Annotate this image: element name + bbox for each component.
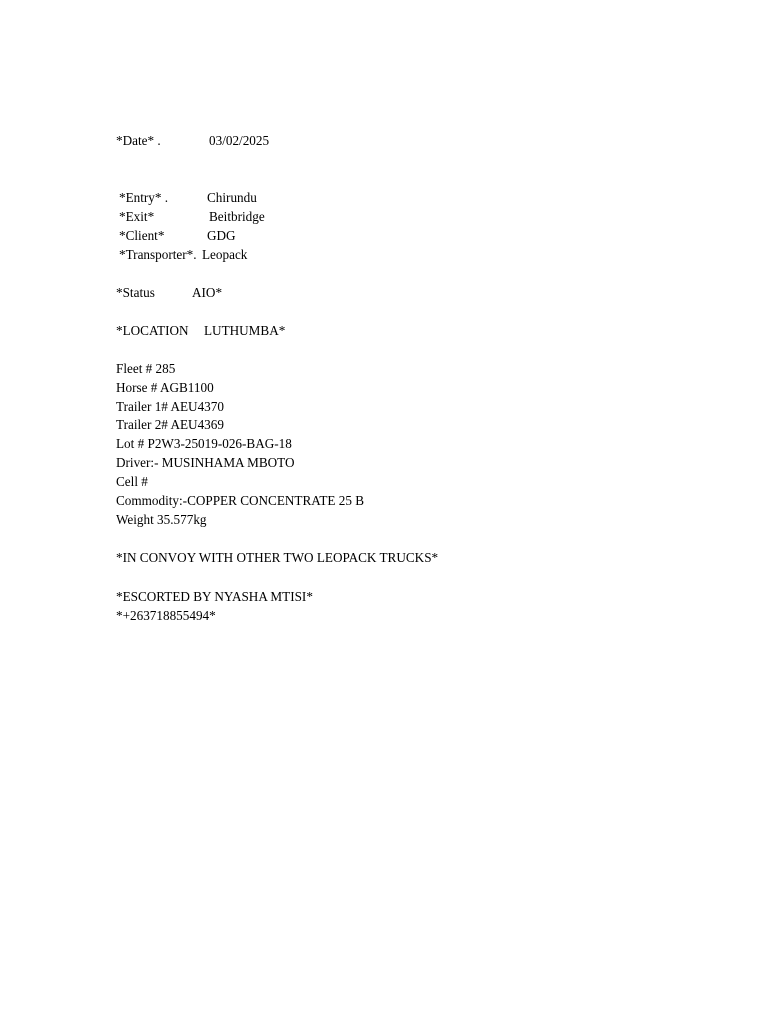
- lot-line: Lot # P2W3-25019-026-BAG-18: [116, 436, 292, 451]
- escort-note: *ESCORTED BY NYASHA MTISI*: [116, 589, 313, 604]
- client-value: GDG: [207, 228, 236, 243]
- escort-phone: *+263718855494*: [116, 608, 216, 623]
- trailer2-line: Trailer 2# AEU4369: [116, 417, 224, 432]
- transporter-label: *Transporter*.: [119, 247, 197, 262]
- weight-line: Weight 35.577kg: [116, 512, 207, 527]
- location-row: [116, 321, 286, 340]
- status-label: *Status: [116, 285, 155, 300]
- exit-value: Beitbridge: [209, 209, 265, 224]
- client-row: [119, 226, 236, 245]
- fleet-line: Fleet # 285: [116, 361, 176, 376]
- commodity-line: Commodity:-COPPER CONCENTRATE 25 B: [116, 493, 365, 508]
- date-row: [116, 131, 270, 150]
- transporter-value: Leopack: [202, 247, 248, 262]
- location-label: *LOCATION: [116, 323, 189, 338]
- date-value: 03/02/2025: [209, 133, 270, 148]
- exit-row: [119, 207, 265, 226]
- entry-label: *Entry* .: [119, 190, 169, 205]
- driver-line: Driver:- MUSINHAMA MBOTO: [116, 455, 295, 470]
- trailer1-line: Trailer 1# AEU4370: [116, 399, 224, 414]
- cell-line: Cell #: [116, 474, 148, 489]
- entry-row: [119, 188, 257, 207]
- exit-label: *Exit*: [119, 209, 155, 224]
- convoy-note: *IN CONVOY WITH OTHER TWO LEOPACK TRUCKS*: [116, 550, 439, 565]
- entry-value: Chirundu: [207, 190, 257, 205]
- status-value: AIO*: [192, 285, 223, 300]
- status-row: [116, 283, 223, 302]
- date-label: *Date* .: [116, 133, 161, 148]
- horse-line: Horse # AGB1100: [116, 380, 214, 395]
- client-label: *Client*: [119, 228, 165, 243]
- location-value: LUTHUMBA*: [204, 323, 286, 338]
- transporter-row: [119, 245, 248, 264]
